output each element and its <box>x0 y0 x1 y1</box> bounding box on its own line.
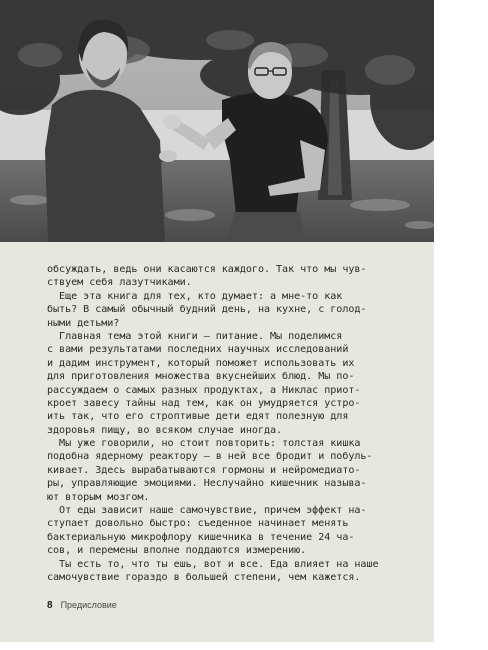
text-line: ствуем себя лазутчиками. <box>47 277 192 289</box>
body-text <box>47 263 397 584</box>
text-line: От еды зависит наше самочувствие, причем эффект на- <box>47 505 367 517</box>
text-line: Главная тема этой книги — питание. Мы поделимся <box>47 330 343 342</box>
text-line: здоровья пищу, во всяком случае иногда. <box>47 424 283 436</box>
text-line: Ты есть то, что ты ешь, вот и все. Еда влияет на наше <box>47 558 379 570</box>
text-line: рассуждаем о самых разных продуктах, а Никлас приот- <box>47 384 361 396</box>
text-line: Еще эта книга для тех, кто думает: а мне-то как <box>47 290 343 302</box>
section-name: Предисловие <box>60 600 117 610</box>
text-line: сов, и перемены вполне поддаются измерению. <box>47 545 307 557</box>
text-line: Мы уже говорили, но стоит повторить: толстая кишка <box>47 438 361 450</box>
photo-two-men-under-tree-icon <box>0 0 434 242</box>
page-margin <box>434 0 488 650</box>
text-line: обсуждать, ведь они касаются каждого. Так что мы чув- <box>47 264 367 275</box>
page-footer <box>47 600 117 611</box>
text-line: ют вторым мозгом. <box>47 491 150 503</box>
text-line: ры, управляющие эмоциями. Неслучайно кишечник называ- <box>47 478 367 490</box>
text-line: бактериальную микрофлору кишечника в течение 24 ча- <box>47 531 355 543</box>
text-line: самочувствие гораздо в большей степени, чем кажется. <box>47 571 361 583</box>
text-line: с вами результатами последних научных исследований <box>47 344 349 356</box>
text-line: ступает довольно быстро: съеденное начинает менять <box>47 518 349 530</box>
page-number: 8 <box>47 600 53 611</box>
text-line: для приготовления множества вкуснейших блюд. Мы по- <box>47 371 355 383</box>
text-line: кроет завесу тайны над тем, как он умудряется устро- <box>47 397 361 409</box>
photo <box>0 0 434 242</box>
text-line: ными детьми? <box>47 317 120 329</box>
text-line: подобна ядерному реактору — в ней все бродит и побуль- <box>47 451 373 463</box>
text-line: и дадим инструмент, который поможет использовать их <box>47 357 355 369</box>
text-line: быть? В самый обычный будний день, на кухне, с голод- <box>47 304 367 316</box>
text-line: ить так, что его строптивые дети едят полезную для <box>47 411 349 423</box>
text-line: кивает. Здесь вырабатываются гормоны и нейромедиато- <box>47 464 361 476</box>
